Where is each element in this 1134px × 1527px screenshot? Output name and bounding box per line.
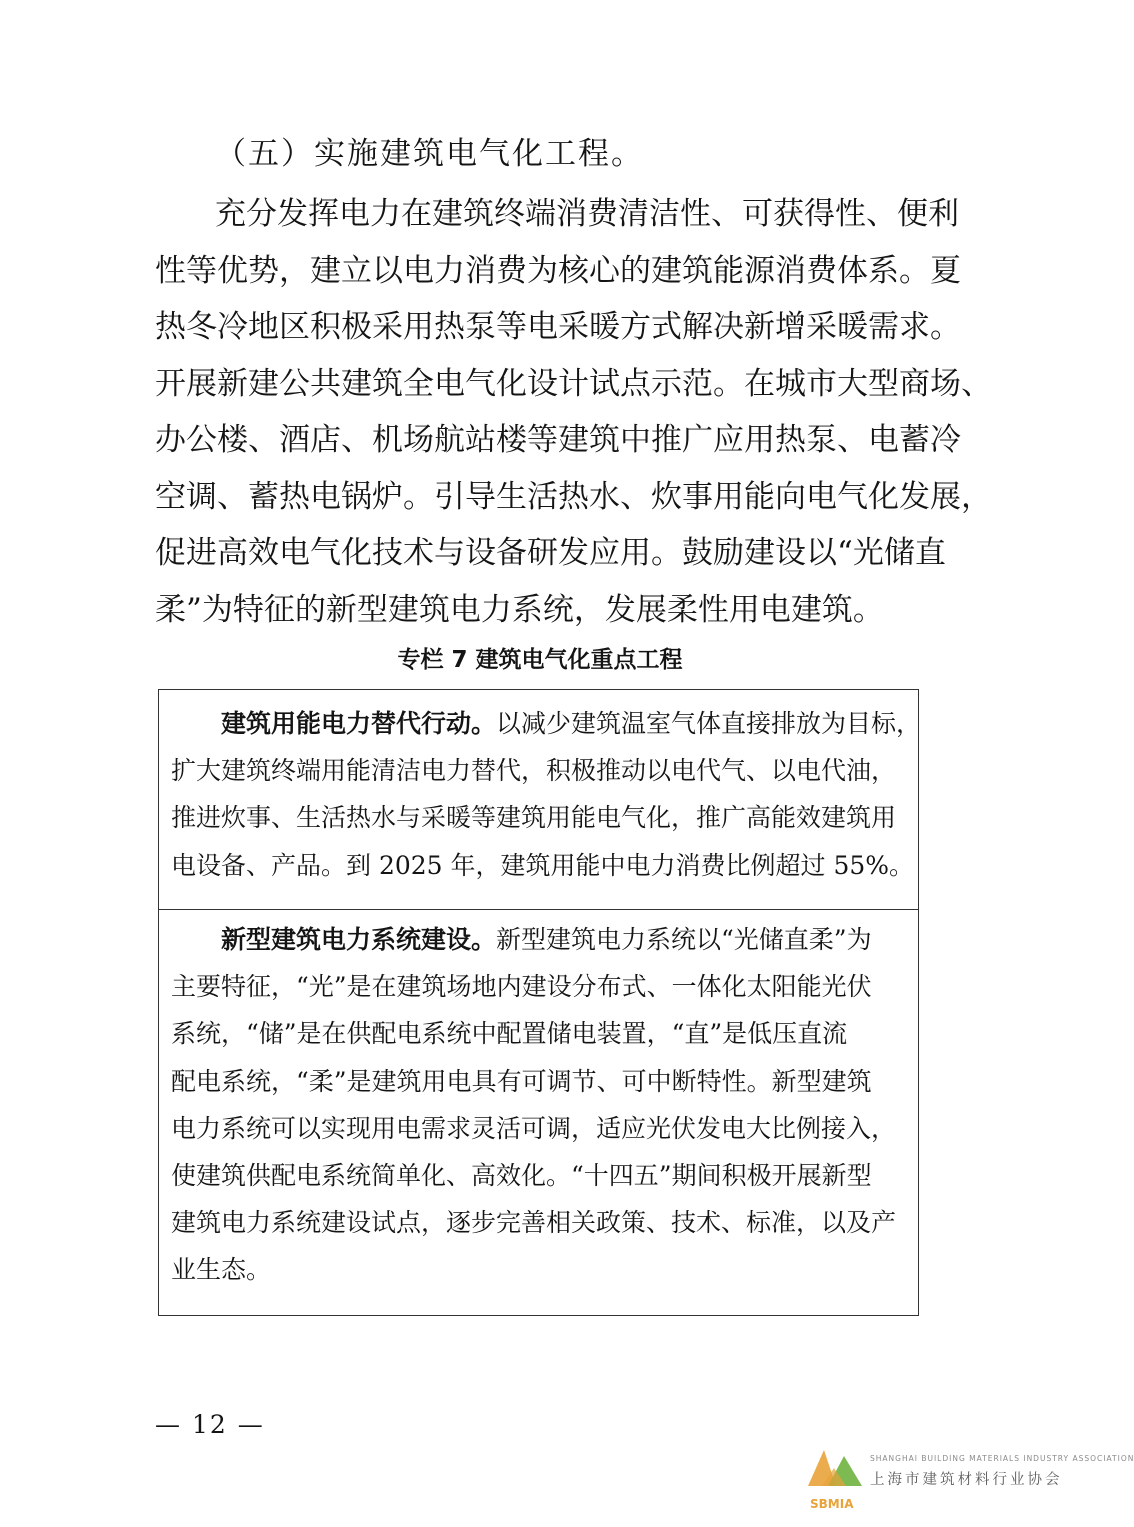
- svg-text:SBMIA: SBMIA: [810, 1497, 854, 1511]
- item-line: 系统，“储”是在供配电系统中配置储电装置，“直”是低压直流: [171, 1019, 848, 1049]
- association-name-cn: 上海市建筑材料行业协会: [870, 1472, 1063, 1488]
- item-line: 建筑电力系统建设试点，逐步完善相关政策、技术、标准，以及产: [171, 1208, 897, 1238]
- item-first-line: [171, 700, 922, 747]
- item-line: 电力系统可以实现用电需求灵活可调，适应光伏发电大比例接入，: [171, 1113, 897, 1143]
- item-line: 配电系统，“柔”是建筑用电具有可调节、可中断特性。新型建筑: [171, 1066, 872, 1096]
- item-line: 主要特征，“光”是在建筑场地内建设分布式、一体化太阳能光伏: [171, 972, 872, 1002]
- item-text: 以减少建筑温室气体直接排放为目标，: [496, 709, 922, 738]
- paragraph-line: 空调、蓄热电锅炉。引导生活热水、炊事用能向电气化发展，: [155, 478, 992, 515]
- column-item-new-power-system: [159, 909, 918, 1294]
- column-item-electric-substitution: [159, 700, 922, 907]
- paragraph-line: 充分发挥电力在建筑终端消费清洁性、可获得性、便利: [215, 196, 959, 232]
- paragraph-line: 柔”为特征的新型建筑电力系统，发展柔性用电建筑。: [155, 591, 884, 628]
- paragraph-line: 开展新建公共建筑全电气化设计试点示范。在城市大型商场、: [155, 365, 992, 402]
- item-line: 使建筑供配电系统简单化、高效化。“十四五”期间积极开展新型: [171, 1160, 872, 1190]
- association-name-en: SHANGHAI BUILDING MATERIALS INDUSTRY ASSOCIATION: [870, 1454, 1134, 1463]
- item-bold-title: 建筑用能电力替代行动。: [221, 709, 497, 738]
- item-line: 电设备、产品。到 2025 年，建筑用能中电力消费比例超过 55%。: [171, 850, 915, 880]
- item-line: 扩大建筑终端用能清洁电力替代，积极推动以电代气、以电代油，: [171, 756, 897, 786]
- column-box: [158, 689, 922, 1316]
- sbmia-logo-icon: [806, 1442, 868, 1518]
- body-paragraph: [155, 186, 992, 638]
- item-line: 业生态。: [171, 1255, 272, 1285]
- page-number: — 12 —: [155, 1410, 265, 1439]
- paragraph-line: 性等优势，建立以电力消费为核心的建筑能源消费体系。夏: [155, 252, 961, 289]
- item-text: 新型建筑电力系统以“光储直柔”为: [496, 925, 872, 954]
- paragraph-line: 热冬冷地区积极采用热泵等电采暖方式解决新增采暖需求。: [155, 309, 961, 345]
- item-first-line: [171, 916, 910, 963]
- column-title: 专栏 7 建筑电气化重点工程: [397, 647, 683, 673]
- paragraph-line: 促进高效电气化技术与设备研发应用。鼓励建设以“光储直: [155, 535, 946, 571]
- section-heading: （五）实施建筑电气化工程。: [215, 136, 644, 172]
- association-logo: [800, 1440, 1134, 1520]
- item-bold-title: 新型建筑电力系统建设。: [221, 925, 497, 954]
- item-line: 推进炊事、生活热水与采暖等建筑用能电气化，推广高能效建筑用: [171, 803, 897, 833]
- paragraph-line: 办公楼、酒店、机场航站楼等建筑中推广应用热泵、电蓄冷: [155, 422, 961, 458]
